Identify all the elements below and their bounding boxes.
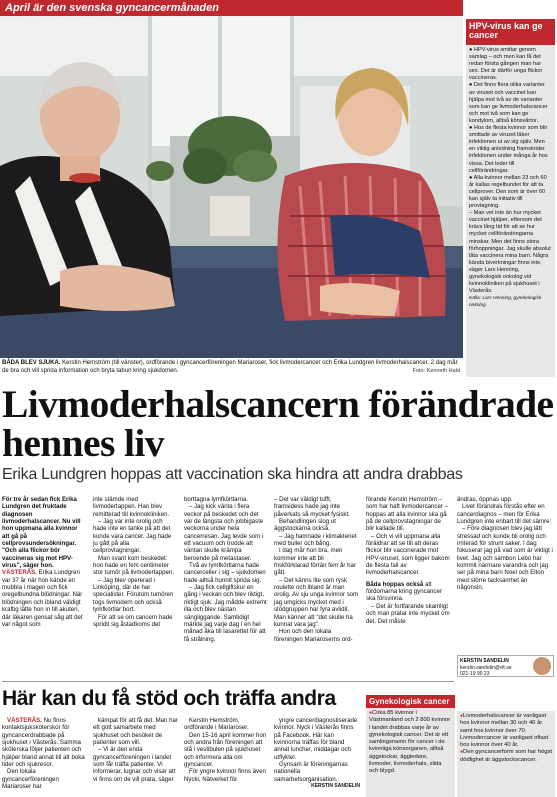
article-text: Nu finns kontaktsjuksköterskor för gyncancerdrabbade på sjukhuset i Västerås. Samma sköterska följer patienten och hjälper bland annat till att boka tider och sjukresor. [2,717,85,769]
article-paragraph: – Jag fick cellgiftskur en gång i veckan och blev riktigt, riktigt sjuk. Jag mådde extremt illa och blev nästan sängliggande. Samtidigt märkte jag varje dag i en hel månad åka till lasarettet för att få strålning. [184,584,267,643]
article-column-2 [93,496,177,628]
article-paragraph: I dag mår hon bra, men kommer inte att bli friskförklarad förrän fem år har gått. [274,547,356,577]
article-text: att fördomarna kring gyncancer ska försvinna. [366,580,442,603]
article-paragraph: Livet förändras förstås efter en cancerdiagnos – men för Erika Lundgren inte enbart till det sämre: [457,503,552,526]
hpv-fact-box [466,19,555,377]
second-story-column-2 [93,717,178,783]
article-paragraph: borttagna lymfkörtlarna. [184,496,249,503]
caption-text: Kerstin Hemström (till vänster), ordförande i gyncancerföreningen Mariaroser, fick livmodercancer och Erika Lundgren livmoderhalscancer. 2 dag mår de bra och vill sprida information och bryta tabun kring sjukdomen. [2,360,458,374]
hpv-fact-item: – Man vet inte än hur mycket vaccinet hjälper, eftersom det krävs lång tid för att se hur mycket cellförändringarna minskar. Men det finns stora förhoppningar. Jag skulle absolut låta vaccinera mina barn. Några kända biverkningar finns inte, säger Lars Henning, gynekologisk onkolog vid kvinnokliniken på sjukhuset i Västerås. [469,210,551,295]
author-phone: 021-19 90 23 [460,671,490,677]
article-column-6 [457,496,554,591]
subheadline: Erika Lundgren hoppas att vaccination ska hindra att andra drabbas [2,466,463,483]
section-banner: April är den svenska gyncancermånaden [0,0,463,16]
second-story-column-4 [274,717,360,790]
article-paragraph: Man svarit kom beskedet: hon hade en fem centimeter stor tumör på livmodertappen. [93,554,174,577]
author-email[interactable]: kerstin.sandelin@vlt.se [460,664,512,671]
article-column-4 [274,496,359,643]
article-paragraph: Den lokala gyncancerföreningen Mariaroser har [2,768,59,791]
headline: Livmoderhalscancern förändrade hennes liv [2,382,554,465]
article-column-1 [2,496,85,628]
article-ingress: För tre år sedan fick Erika Lundgren det fruktade diagnosen livmoderhalscancer. Nu vill hon uppmana alla kvinnor att gå på cellprovsundersökningar. "Och alla flickor bör vaccineras sig mot HPV-virus", säger hon. [2,496,81,570]
article-paragraph: kämpat för att få det. Man har ett gott samarbete med sjukhuset och besöker de patienter som vill. [93,717,178,747]
author-signature [457,655,554,677]
article-paragraph: ändras, öppnas upp. [457,496,513,503]
article-paragraph: Hon och den lokala föreningen Mariaroserns ord- [274,628,353,643]
article-paragraph: – Och vi vill uppmana alla föräldrar att se till att deras flickor blir vaccinerade mot HPV-viruset, som ligger bakom de flesta fall av livmoderhalscancer. [366,532,450,577]
article-paragraph: förande Kerstin Hemström – som har haft livmodercancer – hoppas att alla kvinnor ska gå på de cellprovstagningar de blir kallade till. [366,496,448,533]
article-paragraph: – Jag kick vänta i flera veckor på beskedet och det var de längsta och jobbigaste veckorna under hela cancerresan. Jag levde som i ett vacuum och trodde att väntan skulle krämpa beroende på metastaser. [184,503,264,562]
gyn-cancer-fact-box-title: Gynekologisk cancer [366,695,455,708]
article-paragraph: – Vi är den enda gyncancerföreningen i landet som får träffa patienter. Vi informerar, lugnar och visar att vi finns om de vill prata, säger [93,746,176,783]
article-paragraph: Kerstin Hemström, ordförande i Mariaroser. [184,717,249,732]
hpv-fact-item: ● HPV-virus smittar genom samlag – och men kan få det redan första gången man har sex. Det är därför unga flickor vaccineras. [469,47,543,82]
author-name: KERSTIN SANDELIN [460,658,509,664]
photo-credit: Foto: Kenneth Hald [412,368,460,374]
fact-item: ● Cirka 85 kvinnor i Västmanland och 2 800 kvinnor i landet drabbas varje år av gynekologisk cancer. Det är ett samlingsnamn för cancer i de kvinnliga könsorganen, alltså äggstockar, äggledare, livmoder, livmoderhals, slida och blygd. [369,710,450,774]
article-paragraph: För att se om cancern hade spridit sig åstadkoms det [93,613,173,628]
gyn-cancer-fact-box [366,695,455,797]
article-paragraph: inte stämde med livmodertappen. Han blev remitterad till kvinnokliniken. [93,496,170,518]
article-paragraph: – Jag blev opererad i Linköping, där de har specialister. Förutom tumören togs livmodern och också lymfkörtlar bort. [93,576,174,614]
article-paragraph: Den 15-16 april kommer hon och andra från föreningen att stå i vestibulen på sjukhuset och informera alla om gyncancer. [184,731,267,769]
article-paragraph: – Det är fortfarande skamligt och man pratar inte mycket om det. Det måste [366,602,450,625]
photo-illustration [0,16,463,358]
article-paragraph: För yngre kvinnor finns även Nycki, Nätverket för [184,768,266,783]
caption-lead: BÅDA BLEV SJUKA. [2,360,61,366]
dateline: VÄSTERÅS. [2,569,37,577]
article-paragraph: – Jag var inte orolig och hade inte en tanke på att det kunde vara cancer. Jag hade ju gått på alla cellprovtagningar. [93,518,172,555]
article-paragraph: – Jag hamnade i klimakteriet med buller och bång. [274,532,357,548]
second-story-column-3 [184,717,268,783]
dateline: VÄSTERÅS. [7,717,42,724]
article-paragraph: Gynsam är föreningarnas nationella samarbetsorganisation. [274,761,348,783]
fact-item: ● Den gyncancerform som har högst dödlighet är äggstockscancer. [460,749,552,764]
article-column-5 [366,496,450,625]
hpv-fact-box-title: HPV-virus kan ge cancer [466,19,555,45]
article-column-3 [184,496,268,643]
article-text: Erika Lundgren var 37 år när hon kände en mubbla i magen och fick oregelbundna blödningar. När blödningen och ibland väldigt kraftig lätte hon in till akuten, där läkaren gensat såg att det var något som [2,569,83,628]
article-photo [0,16,463,358]
fact-item: ● Livmoderhalscancer är vanligast hos kvinnor mellan 30 och 40 år samt hos kvinnor över 70. Livmodercancer är vanligast oftast hos kvinnor över 40 år. [460,713,552,749]
hpv-fact-source: Källa: Lars Henning, gynekologisk onkolog [469,296,542,309]
section-divider [2,681,454,682]
hpv-fact-item: ● Det finns flera olika varianter av viruset och vaccinet kan hjälpa mot två av de varianter som kan ge livmoderhalscancer och mot två som kan ge kondylom, alltså könsvårtor. [469,82,548,124]
hpv-fact-item: ● Hos de flesta kvinnor som blir smittade av viruset läker infektionen ut av sig själv. Men en viktig anledning framskrider infektionen under många år hos vissa. Det leder till cellförändringar. [469,125,548,174]
second-story-column-1 [2,717,86,790]
article-paragraph: – Före diagnosen blev jag lätt stressad och kunde bli orolig och irriterad för strunt saker. I dag fokuserar jag på vad som är viktigt i livet. Jag och sambon Lebo har kommit närmare varandra och jag ser på mina barn Noel och Elton med större tacksamhet än någonsin. [457,525,553,592]
article-paragraph: – Det känns lite som rysk roulette och ibland är man orolig. Av sju unga kvinnor som jag umgicks mycket med i stödgruppen har fyra avlidit. Man känner att "det skulle ha kunnat vara jag". [274,576,359,628]
article-paragraph: Två av lymfkörtlarna hade cancerceller i sig – sjukdomen hade alltså hunnit sprida sig. [184,562,266,584]
subhead-lead: Båda hoppas också [366,580,424,588]
author-avatar [533,657,551,675]
photo-caption [2,359,462,375]
second-story-signature: KERSTIN SANDELIN [311,783,360,790]
article-paragraph: – Det var väldigt tufft, framsidess hade jag inte påverkats så mycket fysiskt. [274,496,350,518]
hpv-fact-item: ● Alla kvinnor mellan 23 och 60 år kallas regelbundet för att ta cellprover. Den som är över 60 kan själv ta initiativ till provtagning. [469,174,547,210]
article-paragraph: Behandlingen slog ut äggstockarna också. [274,518,336,533]
cancer-stats-fact-box [457,711,555,797]
second-story-headline: Här kan du få stöd och träffa andra [2,687,336,710]
article-paragraph: yngre cancerdiagnostiserade kvinnor. Nyck i Västerås finns på Facebook. Här kan kvinnorna träffas för bland annat luncher, middagar och utflykter. [274,717,358,761]
